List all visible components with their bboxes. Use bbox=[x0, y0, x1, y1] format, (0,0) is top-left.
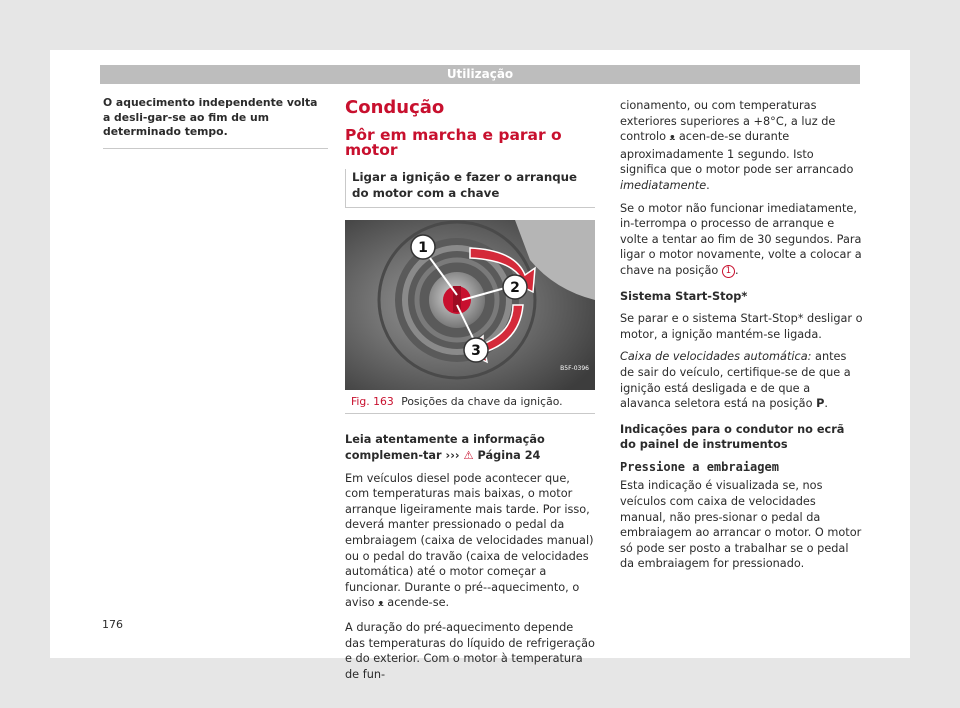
glow-plug-icon: ᴥ bbox=[669, 133, 676, 144]
display-message: Pressione a embraiagem bbox=[620, 459, 779, 474]
paragraph-automatic-text: antes de sair do veículo, certifique-se de que a ignição está desligada e de que a alavanca seletora está na posição bbox=[620, 350, 851, 411]
paragraph-continued-italic: imediatamente bbox=[620, 178, 707, 192]
paragraph-continued-mid: acen-de-se durante aproximadamente 1 segundo. Isto significa que o motor pode ser arrancado bbox=[620, 130, 854, 177]
paragraph-diesel bbox=[345, 471, 595, 613]
selector-position: P bbox=[816, 397, 825, 411]
column-right bbox=[620, 98, 863, 579]
ignition-figure bbox=[345, 220, 595, 390]
paragraph-duration: A duração do pré-aquecimento depende das temperaturas do líquido de refrigeração e do exterior. Com o motor à temperatura de fun- bbox=[345, 620, 595, 681]
paragraph-start-stop: Se parar e o sistema Start-Stop* desligar o motor, a ignição mantém-se ligada. bbox=[620, 312, 863, 341]
paragraph-automatic-label: Caixa de velocidades automática: bbox=[620, 350, 812, 364]
figure-code: B5F-0396 bbox=[560, 364, 589, 372]
paragraph-continued: cionamento, ou com temperaturas exteriores superiores a +8°C, a luz de controlo ᴥ acen-de-se durante aproximadamente 1 segundo. Isto significa que o motor pode ser arrancado imediatamente. bbox=[620, 99, 854, 192]
paragraph-retry-text: Se o motor não funcionar imediatamente, in-terrompa o processo de arranque e volte a tentar ao fim de 30 segundos. Para ligar o motor novamente, volte a colocar a chave na posição bbox=[620, 201, 862, 277]
page bbox=[50, 50, 910, 681]
paragraph-diesel-text: Em veículos diesel pode acontecer que, com temperaturas mais baixas, o motor arranque ligeiramente mais tarde. Por isso, deverá manter pressionado o pedal da embraiagem (caixa de velocidades manual) ou o pedal do travão (caixa de velocidades automática) até o motor começar a funcionar. Durante o pré--aquecimento, o aviso bbox=[345, 471, 594, 610]
chapter-header: Utilização bbox=[100, 65, 860, 84]
read-note-text: Leia atentamente a informação complemen-tar ››› bbox=[345, 433, 545, 462]
callout-3: 3 bbox=[471, 342, 481, 359]
callout-2: 2 bbox=[510, 279, 520, 296]
subsection-title: Pôr em marcha e parar o motor bbox=[345, 125, 562, 160]
paragraph-continued-text: cionamento, ou com temperaturas exteriores superiores a +8°C, a luz de controlo bbox=[620, 99, 836, 144]
figure-block bbox=[345, 220, 595, 415]
figure-caption bbox=[345, 390, 595, 410]
topic-title: Ligar a ignição e fazer o arranque do motor com a chave bbox=[345, 169, 595, 208]
heading-indications: Indicações para o condutor no ecrã do painel de instrumentos bbox=[620, 422, 845, 452]
callout-1: 1 bbox=[418, 239, 428, 256]
paragraph-retry: Se o motor não funcionar imediatamente, in-terrompa o processo de arranque e volte a tentar ao fim de 30 segundos. Para ligar o motor novamente, volte a colocar a chave na posição 1 . bbox=[620, 201, 862, 277]
ignition-key-illustration bbox=[345, 220, 595, 390]
read-note bbox=[345, 432, 595, 463]
page-number: 176 bbox=[102, 618, 123, 631]
figure-number: Fig. 163 bbox=[351, 394, 394, 408]
figure-caption-text: Posições da chave da ignição. bbox=[401, 394, 563, 408]
paragraph-clutch: Esta indicação é visualizada se, nos veículos com caixa de velocidades manual, não pres-sionar o pedal da embraiagem ao arrancar o motor. O motor só pode ser posto a trabalhar se o pedal da embraiagem for pressionado. bbox=[620, 479, 862, 571]
column-middle bbox=[345, 96, 595, 689]
glow-plug-icon: ᴥ bbox=[378, 599, 384, 610]
position-1-badge: 1 bbox=[722, 265, 735, 278]
heater-note: O aquecimento independente volta a desli-gar-se ao fim de um determinado tempo. bbox=[103, 96, 328, 149]
read-note-page[interactable]: Página 24 bbox=[477, 448, 541, 462]
paragraph-diesel-end: acende-se. bbox=[387, 596, 450, 610]
book-icon: ⚠ bbox=[463, 448, 474, 462]
paragraph-automatic: Caixa de velocidades automática: antes de sair do veículo, certifique-se de que a ignição está desligada e de que a alavanca seletora está na posição P. bbox=[620, 350, 851, 411]
column-left bbox=[103, 96, 328, 149]
section-title: Condução bbox=[345, 97, 445, 118]
heading-start-stop: Sistema Start-Stop* bbox=[620, 289, 748, 303]
